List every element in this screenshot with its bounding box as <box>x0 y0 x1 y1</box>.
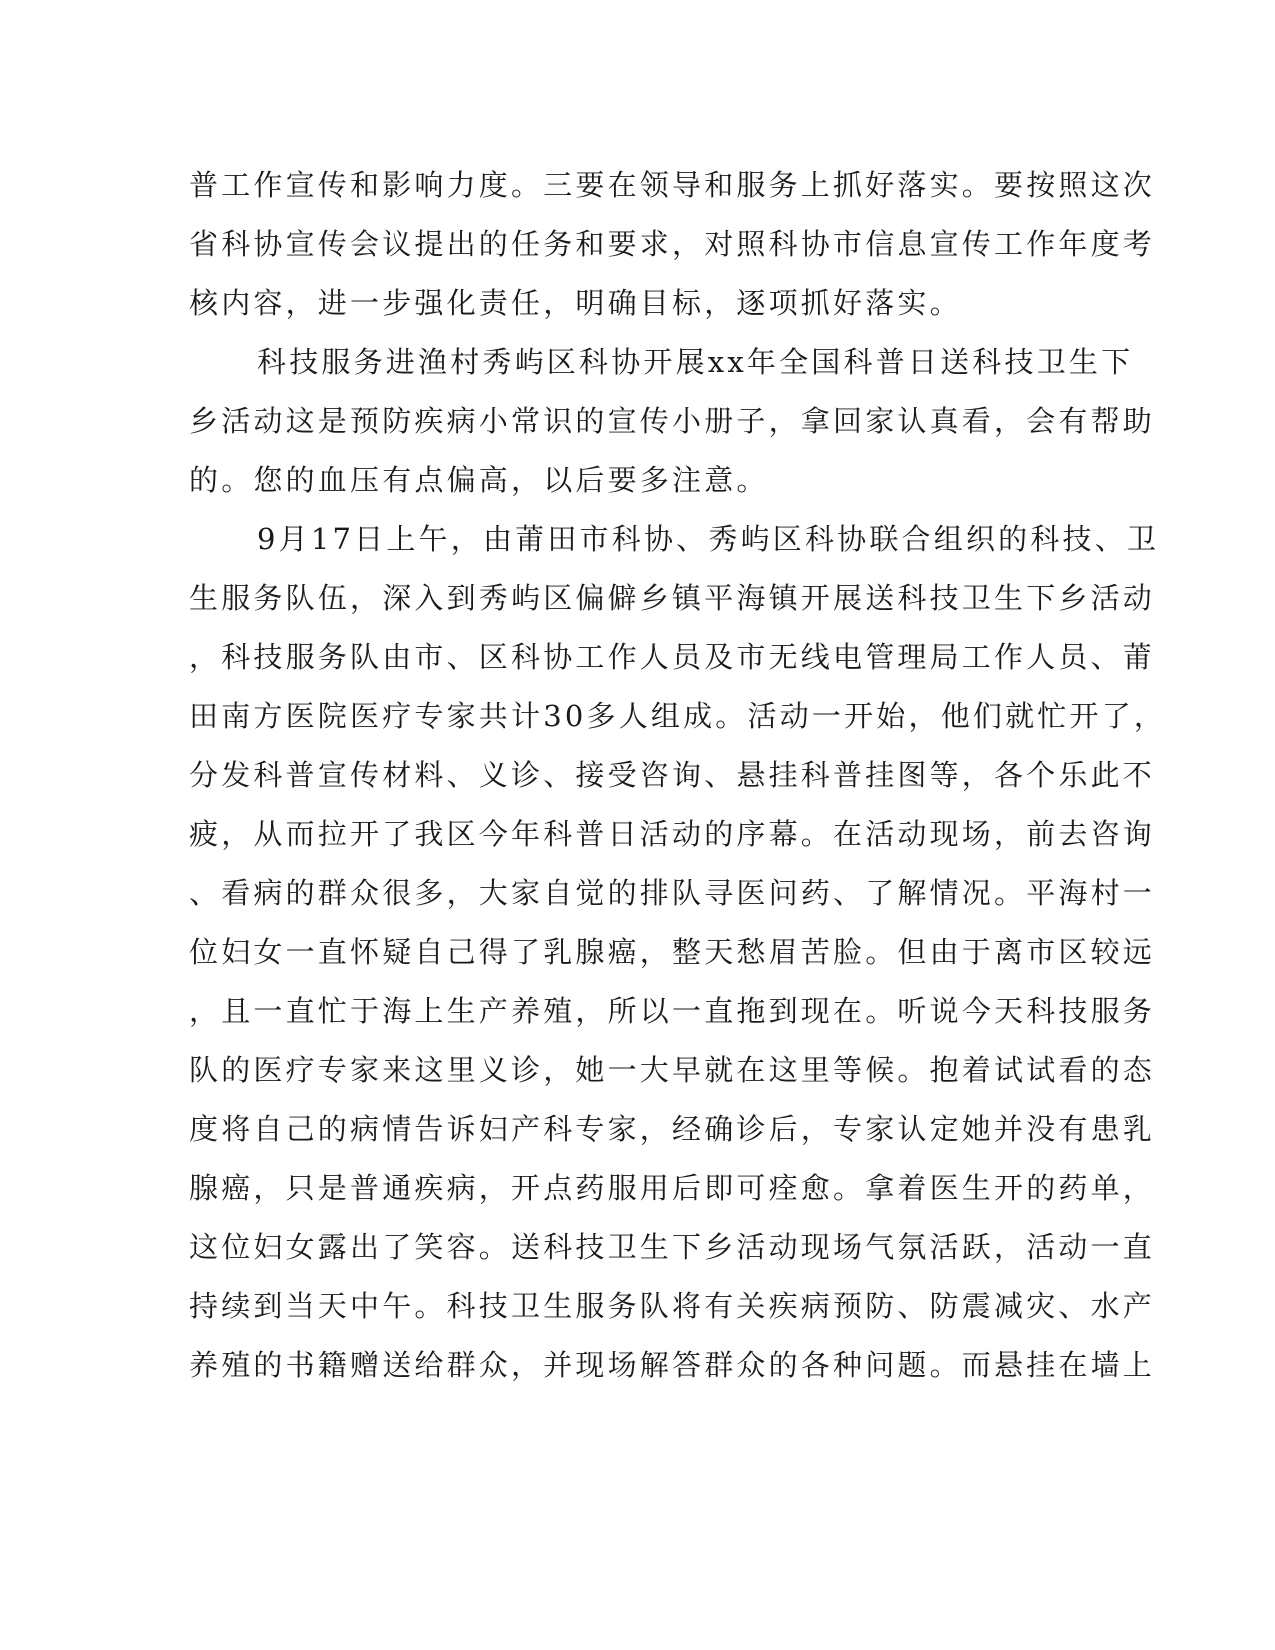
text-line: ，且一直忙于海上生产养殖，所以一直拖到现在。听说今天科技服务 <box>189 994 1156 1028</box>
text-line: ，科技服务队由市、区科协工作人员及市无线电管理局工作人员、莆 <box>189 640 1156 674</box>
text-line: 养殖的书籍赠送给群众，并现场解答群众的各种问题。而悬挂在墙上 <box>189 1348 1156 1382</box>
text-line: 普工作宣传和影响力度。三要在领导和服务上抓好落实。要按照这次 <box>189 168 1156 202</box>
text-line: 队的医疗专家来这里义诊，她一大早就在这里等候。抱着试试看的态 <box>189 1053 1156 1087</box>
text-line: 分发科普宣传材料、义诊、接受咨询、悬挂科普挂图等，各个乐此不 <box>189 758 1156 792</box>
text-line: 核内容，进一步强化责任，明确目标，逐项抓好落实。 <box>189 286 962 320</box>
text-line: 生服务队伍，深入到秀屿区偏僻乡镇平海镇开展送科技卫生下乡活动 <box>189 581 1156 615</box>
text-line: 腺癌，只是普通疾病，开点药服用后即可痊愈。拿着医生开的药单， <box>189 1171 1156 1205</box>
paragraph-first-line: 9月17日上午，由莆田市科协、秀屿区科协联合组织的科技、卫 <box>257 522 1160 556</box>
text-line: 疲，从而拉开了我区今年科普日活动的序幕。在活动现场，前去咨询 <box>189 817 1156 851</box>
text-line: 的。您的血压有点偏高，以后要多注意。 <box>189 463 769 497</box>
text-line: 省科协宣传会议提出的任务和要求，对照科协市信息宣传工作年度考 <box>189 227 1156 261</box>
text-line: 田南方医院医疗专家共计30多人组成。活动一开始，他们就忙开了， <box>189 699 1167 733</box>
paragraph-first-line: 科技服务进渔村秀屿区科协开展xx年全国科普日送科技卫生下 <box>257 345 1134 379</box>
text-line: 位妇女一直怀疑自己得了乳腺癌，整天愁眉苦脸。但由于离市区较远 <box>189 935 1156 969</box>
text-line: 度将自己的病情告诉妇产科专家，经确诊后，专家认定她并没有患乳 <box>189 1112 1156 1146</box>
text-line: 持续到当天中午。科技卫生服务队将有关疾病预防、防震减灾、水产 <box>189 1289 1156 1323</box>
text-line: 、看病的群众很多，大家自觉的排队寻医问药、了解情况。平海村一 <box>189 876 1156 910</box>
text-line: 乡活动这是预防疾病小常识的宣传小册子，拿回家认真看，会有帮助 <box>189 404 1156 438</box>
text-line: 这位妇女露出了笑容。送科技卫生下乡活动现场气氛活跃，活动一直 <box>189 1230 1156 1264</box>
